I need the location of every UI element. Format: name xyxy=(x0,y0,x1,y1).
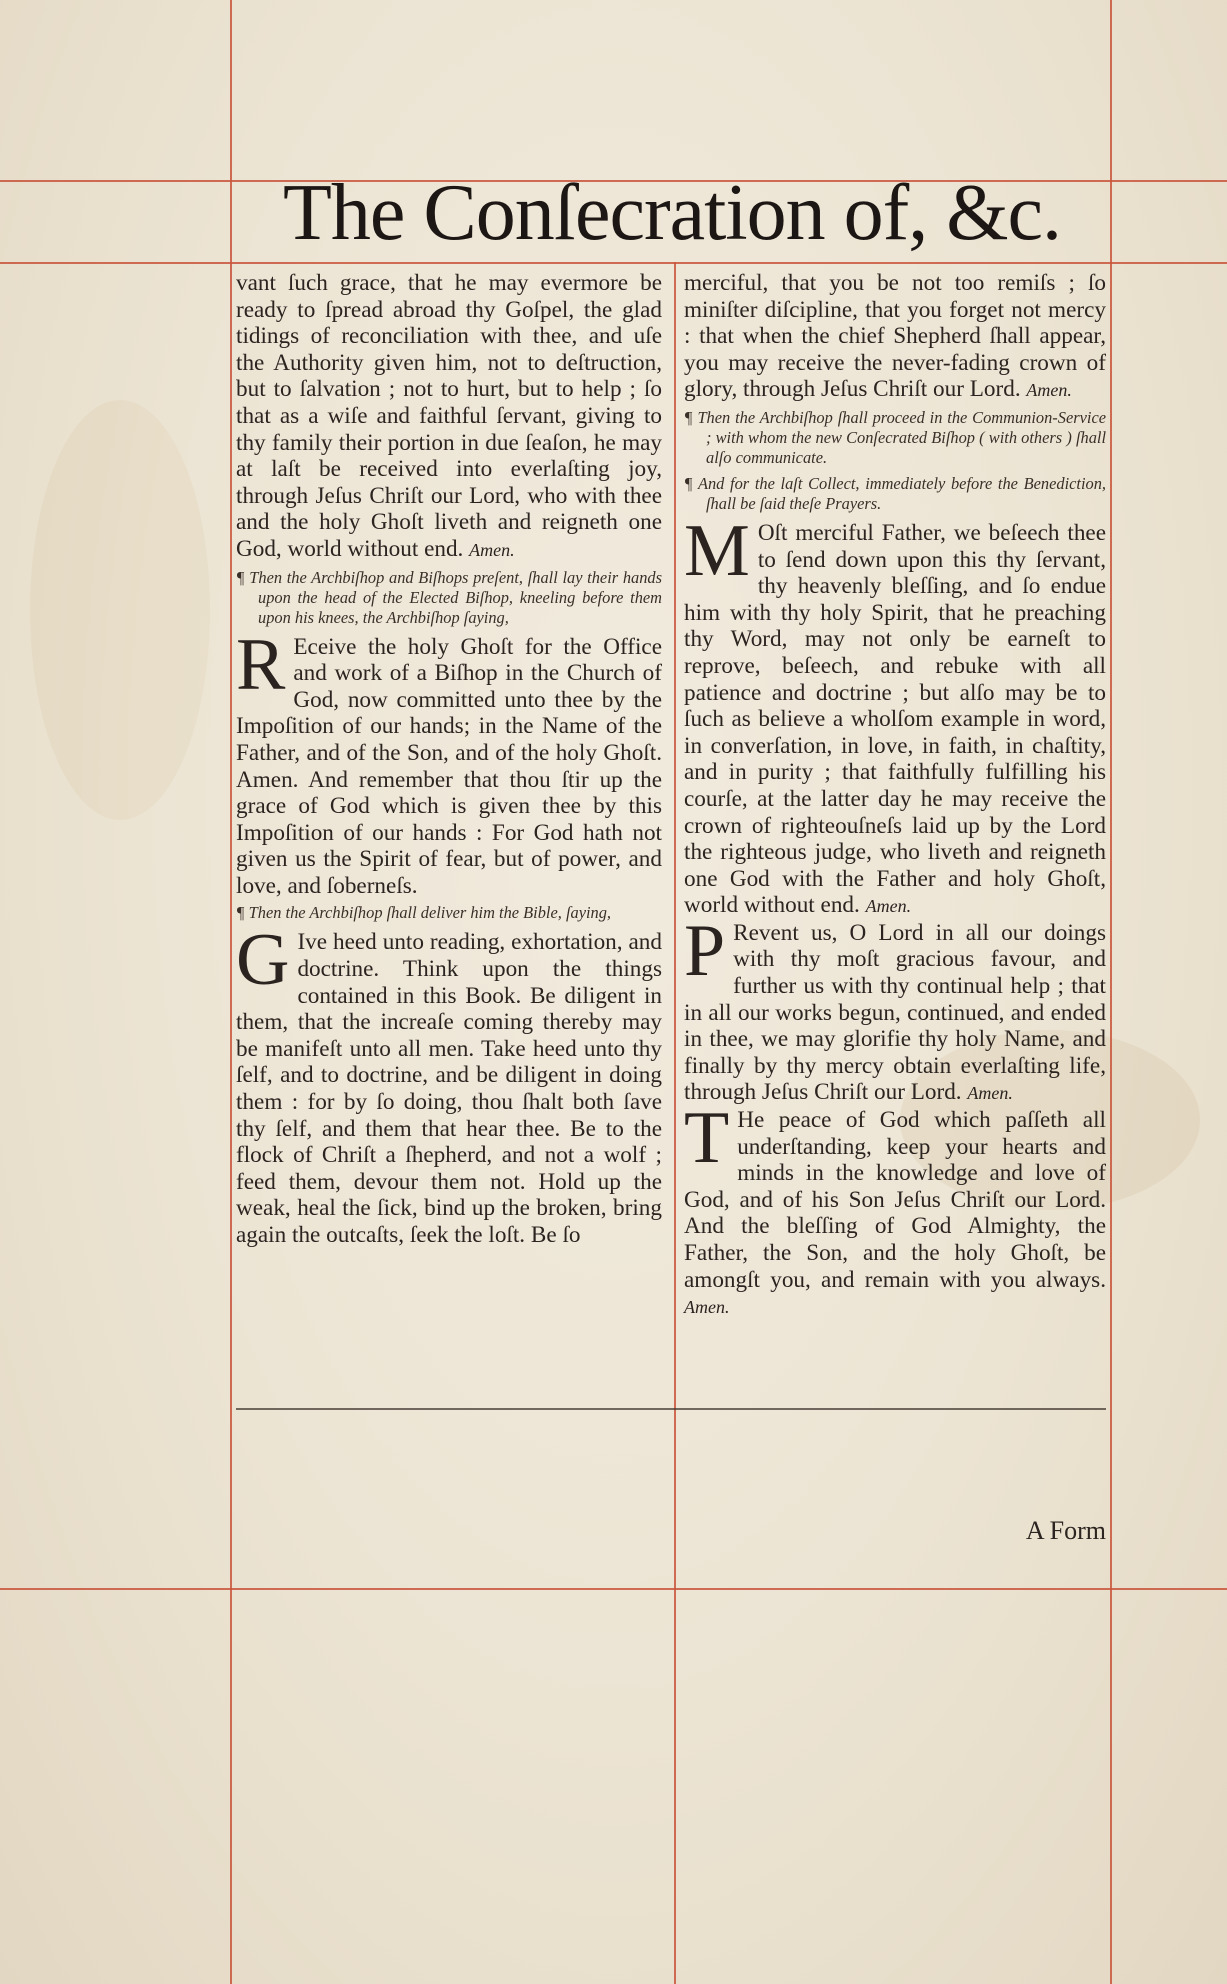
amen-label: Amen. xyxy=(469,539,515,560)
paper-stain xyxy=(30,400,210,820)
paragraph-text: He peace of God which paſſeth all underſtanding, keep your hearts and minds in the knowledge and love of God, and of his Son Jeſus Chriſt our Lord. And the bleſſing of God Almighty, the Father, the Son, and the holy Ghoſt, be amongſt you, and remain with you always. xyxy=(684,1107,1106,1293)
paragraph-text: Ive heed unto reading, exhortation, and doctrine. Think upon the things contained in this Book. Be diligent in them, that the increaſe coming thereby may be manifeſt unto all men. Take heed unto thy ſelf, and to doctrine, and be diligent in doing them : for by ſo doing, thou ſhalt both ſave thy ſelf, and them that hear thee. Be to the flock of Chriſt a ſhepherd, and not a wolf ; feed them, devour them not. Hold up the weak, heal the ſick, bind up the broken, bring again the outcaſts, ſeek the loſt. Be ſo xyxy=(236,929,662,1248)
drop-cap: T xyxy=(684,1097,730,1180)
paragraph-text: Revent us, O Lord in all our doings with thy moſt gracious favour, and further us with thy continual help ; that in all our works begun, continued, and ended in thee, we may glorifie thy holy Name, and finally by thy mercy obtain everlaſting life, through Jeſus Chriſt our Lord. xyxy=(684,919,1106,1106)
drop-cap: P xyxy=(684,909,726,992)
left-column xyxy=(236,270,662,1249)
amen-label: Amen. xyxy=(967,1083,1013,1104)
rubric: ¶ And for the laſt Collect, immediately before the Benediction, ſhall be ſaid theſe Prayers. xyxy=(684,473,1106,513)
drop-cap: M xyxy=(684,509,750,592)
catchword: A Form xyxy=(1025,1516,1106,1545)
paragraph-text: Eceive the holy Ghoſt for the Office and work of a Biſhop in the Church of God, now committed unto thee by the Impoſition of our hands; in the Name of the Father, and of the Son, and of the holy Ghoſt. Amen. And remember that thou ſtir up the grace of God which is given thee by this Impoſition of our hands : For God hath not given us the Spirit of fear, but of power, and love, and ſoberneſs. xyxy=(236,633,662,899)
paragraph-text: merciful, that you be not too remiſs ; ſo miniſter diſcipline, that you forget not mercy : that when the chief Shepherd ſhall appear, you may receive the never-fading crown of glory, through Jeſus Chriſt our Lord. xyxy=(684,270,1106,403)
paragraph-text: vant ſuch grace, that he may evermore be ready to ſpread abroad thy Goſpel, the glad tidings of reconciliation with thee, and uſe the Authority given him, not to deſtruction, but to ſalvation ; not to hurt, but to help ; ſo that as a wiſe and faithful ſervant, giving to thy family their portion in due ſeaſon, he may at laſt be received into everlaſting joy, through Jeſus Chriſt our Lord, who with thee and the holy Ghoſt liveth and reigneth one God, world without end. xyxy=(236,270,662,562)
amen-label: Amen. xyxy=(1026,380,1072,401)
amen-label: Amen. xyxy=(865,896,912,917)
paragraph xyxy=(236,623,662,900)
rule-line xyxy=(674,262,676,1984)
amen-label: Amen. xyxy=(684,1297,730,1318)
page-title: The Conſecration of, &c. xyxy=(283,169,1061,257)
rubric: ¶ Then the Archbiſhop ſhall deliver him the Bible, ſaying, xyxy=(236,903,612,923)
rule-line xyxy=(1110,0,1112,1984)
rule-line xyxy=(230,0,232,1984)
paragraph xyxy=(236,270,662,564)
paragraph xyxy=(684,909,1106,1107)
rule-line xyxy=(0,1588,1227,1590)
paragraph xyxy=(684,1097,1106,1321)
paragraph-text: Oſt merciful Father, we beſeech thee to ſend down upon this thy ſervant, thy heavenly bleſſing, and ſo endue him with thy holy Spirit, that he preaching thy Word, may not only be earneſt to reprove, beſeech, and rebuke with all patience and doctrine ; but alſo may be to ſuch as believe a wholſom example in word, in converſation, in love, in faith, in chaſtity, and in purity ; that faithfully fulfilling his courſe, at the latter day he may receive the crown of righteouſneſs laid up by the Lord the righteous judge, who liveth and reigneth one God with the Father and holy Ghoſt, world without end. xyxy=(684,519,1106,919)
drop-cap: R xyxy=(236,623,286,706)
paragraph xyxy=(684,270,1106,404)
rubric: ¶ Then the Archbiſhop and Biſhops preſent, ſhall lay their hands upon the head of the Elected Biſhop, kneeling before them upon his knees, the Archbiſhop ſaying, xyxy=(236,567,662,627)
right-column xyxy=(684,270,1106,1321)
paragraph xyxy=(684,509,1106,920)
rule-line xyxy=(0,262,1227,264)
column-underline xyxy=(236,1408,1106,1410)
paragraph xyxy=(236,919,662,1248)
rubric: ¶ Then the Archbiſhop ſhall proceed in the Communion-Service ; with whom the new Conſecrated Biſhop ( with others ) ſhall alſo communicate. xyxy=(684,407,1106,467)
drop-cap: G xyxy=(236,919,290,1002)
